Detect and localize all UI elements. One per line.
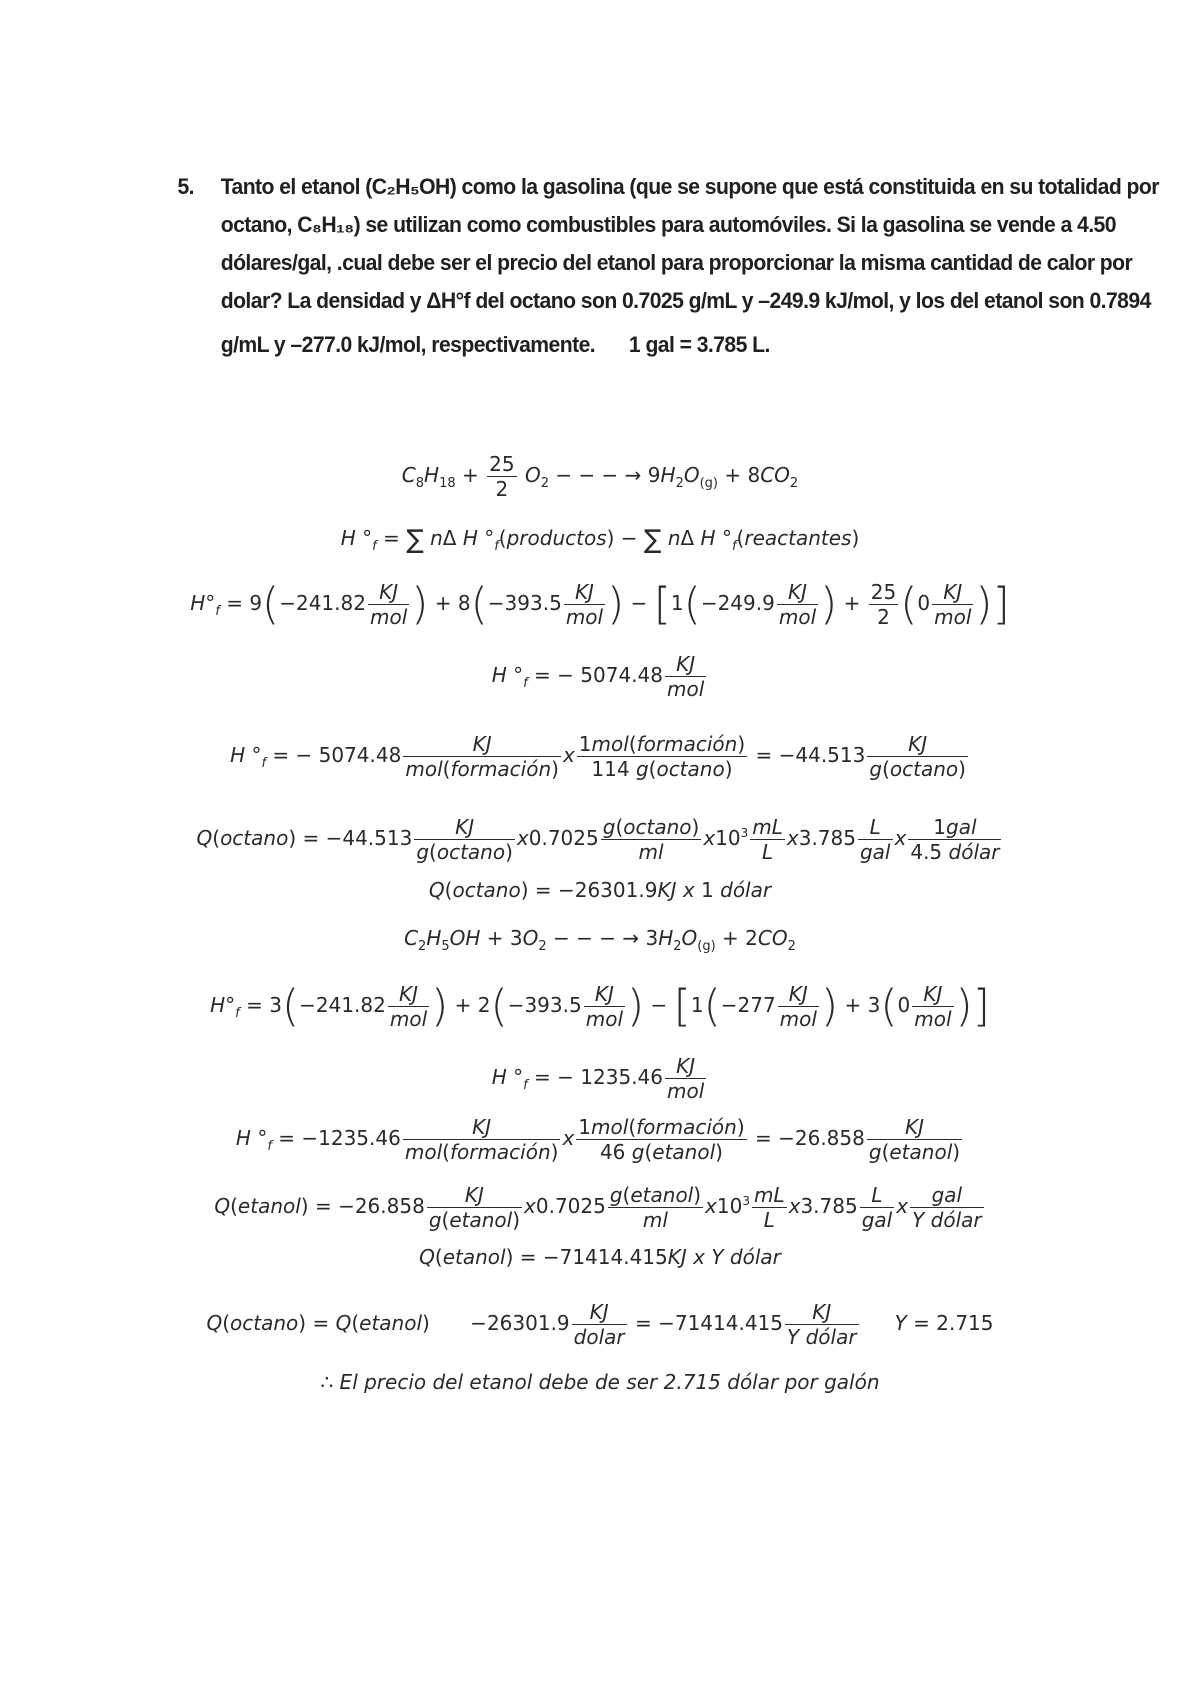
ethanol-heat-result: Q(etanol) = −71414.415KJ x Y dólar [419, 1245, 781, 1269]
problem-line-1: Tanto el etanol (C₂H₅OH) como la gasolina (que se supone que está constituida en su totalidad por [220, 174, 1159, 199]
octane-combustion-equation: $C_8H_{18}$ + $\frac{25}{2}$ $O_2$ − − − → $9H_2O_{(g)} + 8CO_2$ [401, 452, 799, 501]
problem-number: 5. [177, 174, 195, 199]
octane-heat-result: Q(octano) = −26301.9KJ x 1 dólar [428, 878, 772, 902]
problem-line-2: octano, C₈H₁₈) se utilizan como combustibles para automóviles. Si la gasolina se vende a 4.50 [220, 212, 1116, 237]
conversion-factor: 1 gal = 3.785 L. [628, 332, 770, 357]
problem-line-4: dolar? La densidad y ΔH°f del octano son 0.7025 g/mL y –249.9 kJ/mol, y los del etanol son 0.7894 [220, 288, 1151, 313]
ethanol-heat-calculation: Q(etanol) = −26.858 $\frac{KJ}{\text{g(etanol)}}$ x0.7025 $\frac{\text{g(etanol)}}{ml}$ $x10^3$ $\frac{mL}{L}$ x3.785 $\frac{L}{\text{gal}}$ x $\frac{\text{gal}}{\text{Y dólar}}$ [214, 1183, 982, 1232]
fraction: $\frac{25}{2}$ [489, 452, 515, 501]
conclusion: ∴ El precio del etanol debe de ser 2.715 dólar por galón [320, 1370, 880, 1394]
enthalpy-general-formula: H $^\circ_f$ = ∑ nΔ H $^\circ_f(productos)$ − ∑ nΔ H $^\circ_f(reactantes)$ [340, 525, 860, 555]
problem-line-5 [221, 326, 1012, 364]
heat-equality: Q(octano) = Q(etanol) −26301.9 $\frac{KJ}{\text{dolar}}$ = −71414.415 $\frac{KJ}{\text{Y dólar}}$ Y = 2.715 [206, 1300, 994, 1349]
problem-line-5-text: g/mL y –277.0 kJ/mol, respectivamente. [220, 332, 596, 357]
ethanol-combustion-equation: $C_2H_5OH + 3O_2$ − − − → $3H_2O_{(g)} + 2CO_2$ [404, 926, 796, 954]
octane-enthalpy-substitution: $H^\circ_f = 9(-241.82$ $\frac{KJ}{\text{mol}}$ ) + 8(−393.5 $\frac{KJ}{\text{mol}}$ ) − [1(−249.9 $\frac{KJ}{\text{mol}}$ ) + $\frac{25}{2}$ (0 $\frac{KJ}{\text{mol}}$ )] [190, 578, 1010, 630]
ethanol-enthalpy-result: H $^\circ_f$ = − 1235.46 $\frac{KJ}{\text{mol}}$ [491, 1054, 705, 1103]
octane-enthalpy-per-gram: H $^\circ_f$ = − 5074.48 $\frac{KJ}{\text{mol(formación)}}$ x $\frac{\text{1mol(formación)}}{114 g(octano)}$ = −44.513 $\frac{KJ}{g(octano)}$ [230, 732, 966, 781]
ethanol-enthalpy-per-gram: H $^\circ_f = -1235.46$ $\frac{KJ}{\text{mol(formación)}}$ x $\frac{\text{1mol(formación)}}{\text{46 g(etanol)}}$ = −26.858 $\frac{KJ}{\text{g(etanol)}}$ [235, 1115, 961, 1164]
problem-statement [177, 168, 1159, 364]
problem-line-3: dólares/gal, .cual debe ser el precio del etanol para proporcionar la misma cantidad de calor por [220, 250, 1133, 275]
ethanol-enthalpy-substitution: $H^\circ_f = 3(-241.82$ $\frac{KJ}{\text{mol}}$ ) + 2(−393.5 $\frac{KJ}{\text{mol}}$ ) − [1(−277 $\frac{KJ}{\text{mol}}$ ) + 3(0 $\frac{KJ}{\text{mol}}$ )] [210, 980, 990, 1032]
octane-heat-calculation: Q(octano) = −44.513 $\frac{KJ}{g(octano)}$ x0.7025 $\frac{g(octano)}{ml}$ $x10^3$ $\frac{mL}{L}$ x3.785 $\frac{L}{\text{gal}}$ x $\frac{\text{1gal}}{\text{4.5 dólar}}$ [196, 815, 1000, 864]
octane-enthalpy-result: H $^\circ_f$ = − 5074.48 $\frac{KJ}{\text{mol}}$ [491, 652, 705, 701]
